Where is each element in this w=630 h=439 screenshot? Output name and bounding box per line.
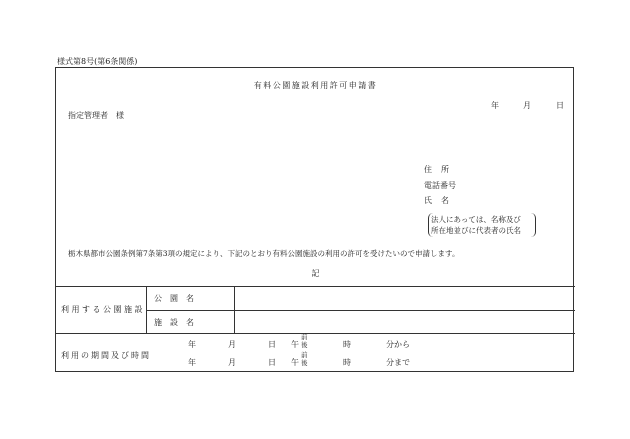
end-minute-suffix: 分まで [386,358,410,367]
facility-name-label: 施 設 名 [154,318,194,327]
end-hour-label: 時 [343,358,351,367]
start-noon-label: 午 [291,340,299,349]
date-year-label: 年 [491,101,499,110]
date-day-label: 日 [556,101,564,110]
corporate-note-line-1: 法人にあっては、名称及び [431,215,521,224]
header-column-rule [146,286,147,333]
table-top-rule [56,286,575,287]
applicant-address-label: 住所 [424,165,458,174]
facility-name-field[interactable] [239,314,569,330]
end-pm-label: 後 [301,359,308,367]
end-noon-label: 午 [291,358,299,367]
period-header: 利用の期間及び時間 [61,351,151,360]
end-am-label: 前 [301,351,308,359]
start-year-label: 年 [188,340,196,349]
corporate-note-line-2: 所在地並びに代表者の氏名 [431,226,521,235]
date-month-label: 月 [523,101,531,110]
start-minute-suffix: 分から [386,340,410,349]
facility-header: 利用する公園施設 [61,305,145,314]
start-day-label: 日 [268,340,276,349]
start-hour-label: 時 [343,340,351,349]
record-mark: 記 [311,269,320,278]
start-am-label: 前 [301,333,308,341]
addressee: 指定管理者 様 [68,111,124,120]
park-name-field[interactable] [239,290,569,306]
park-name-label: 公 園 名 [154,294,194,303]
facility-divider-rule [146,310,575,311]
form-number: 様式第8号(第6条関係) [57,57,138,66]
start-month-label: 月 [228,340,236,349]
end-day-label: 日 [268,358,276,367]
start-pm-label: 後 [301,341,308,349]
end-year-label: 年 [188,358,196,367]
label-column-rule [234,286,235,333]
application-statement: 栃木県都市公園条例第7条第3項の規定により、下記のとおり有料公園施設の利用の許可を受けたいので申請します。 [68,249,460,258]
end-month-label: 月 [228,358,236,367]
application-form [55,67,574,372]
applicant-phone-label: 電話番号 [424,181,456,190]
form-title: 有料公園施設利用許可申請書 [253,81,378,90]
period-section-rule [56,333,575,334]
applicant-name-label: 氏名 [424,196,458,205]
